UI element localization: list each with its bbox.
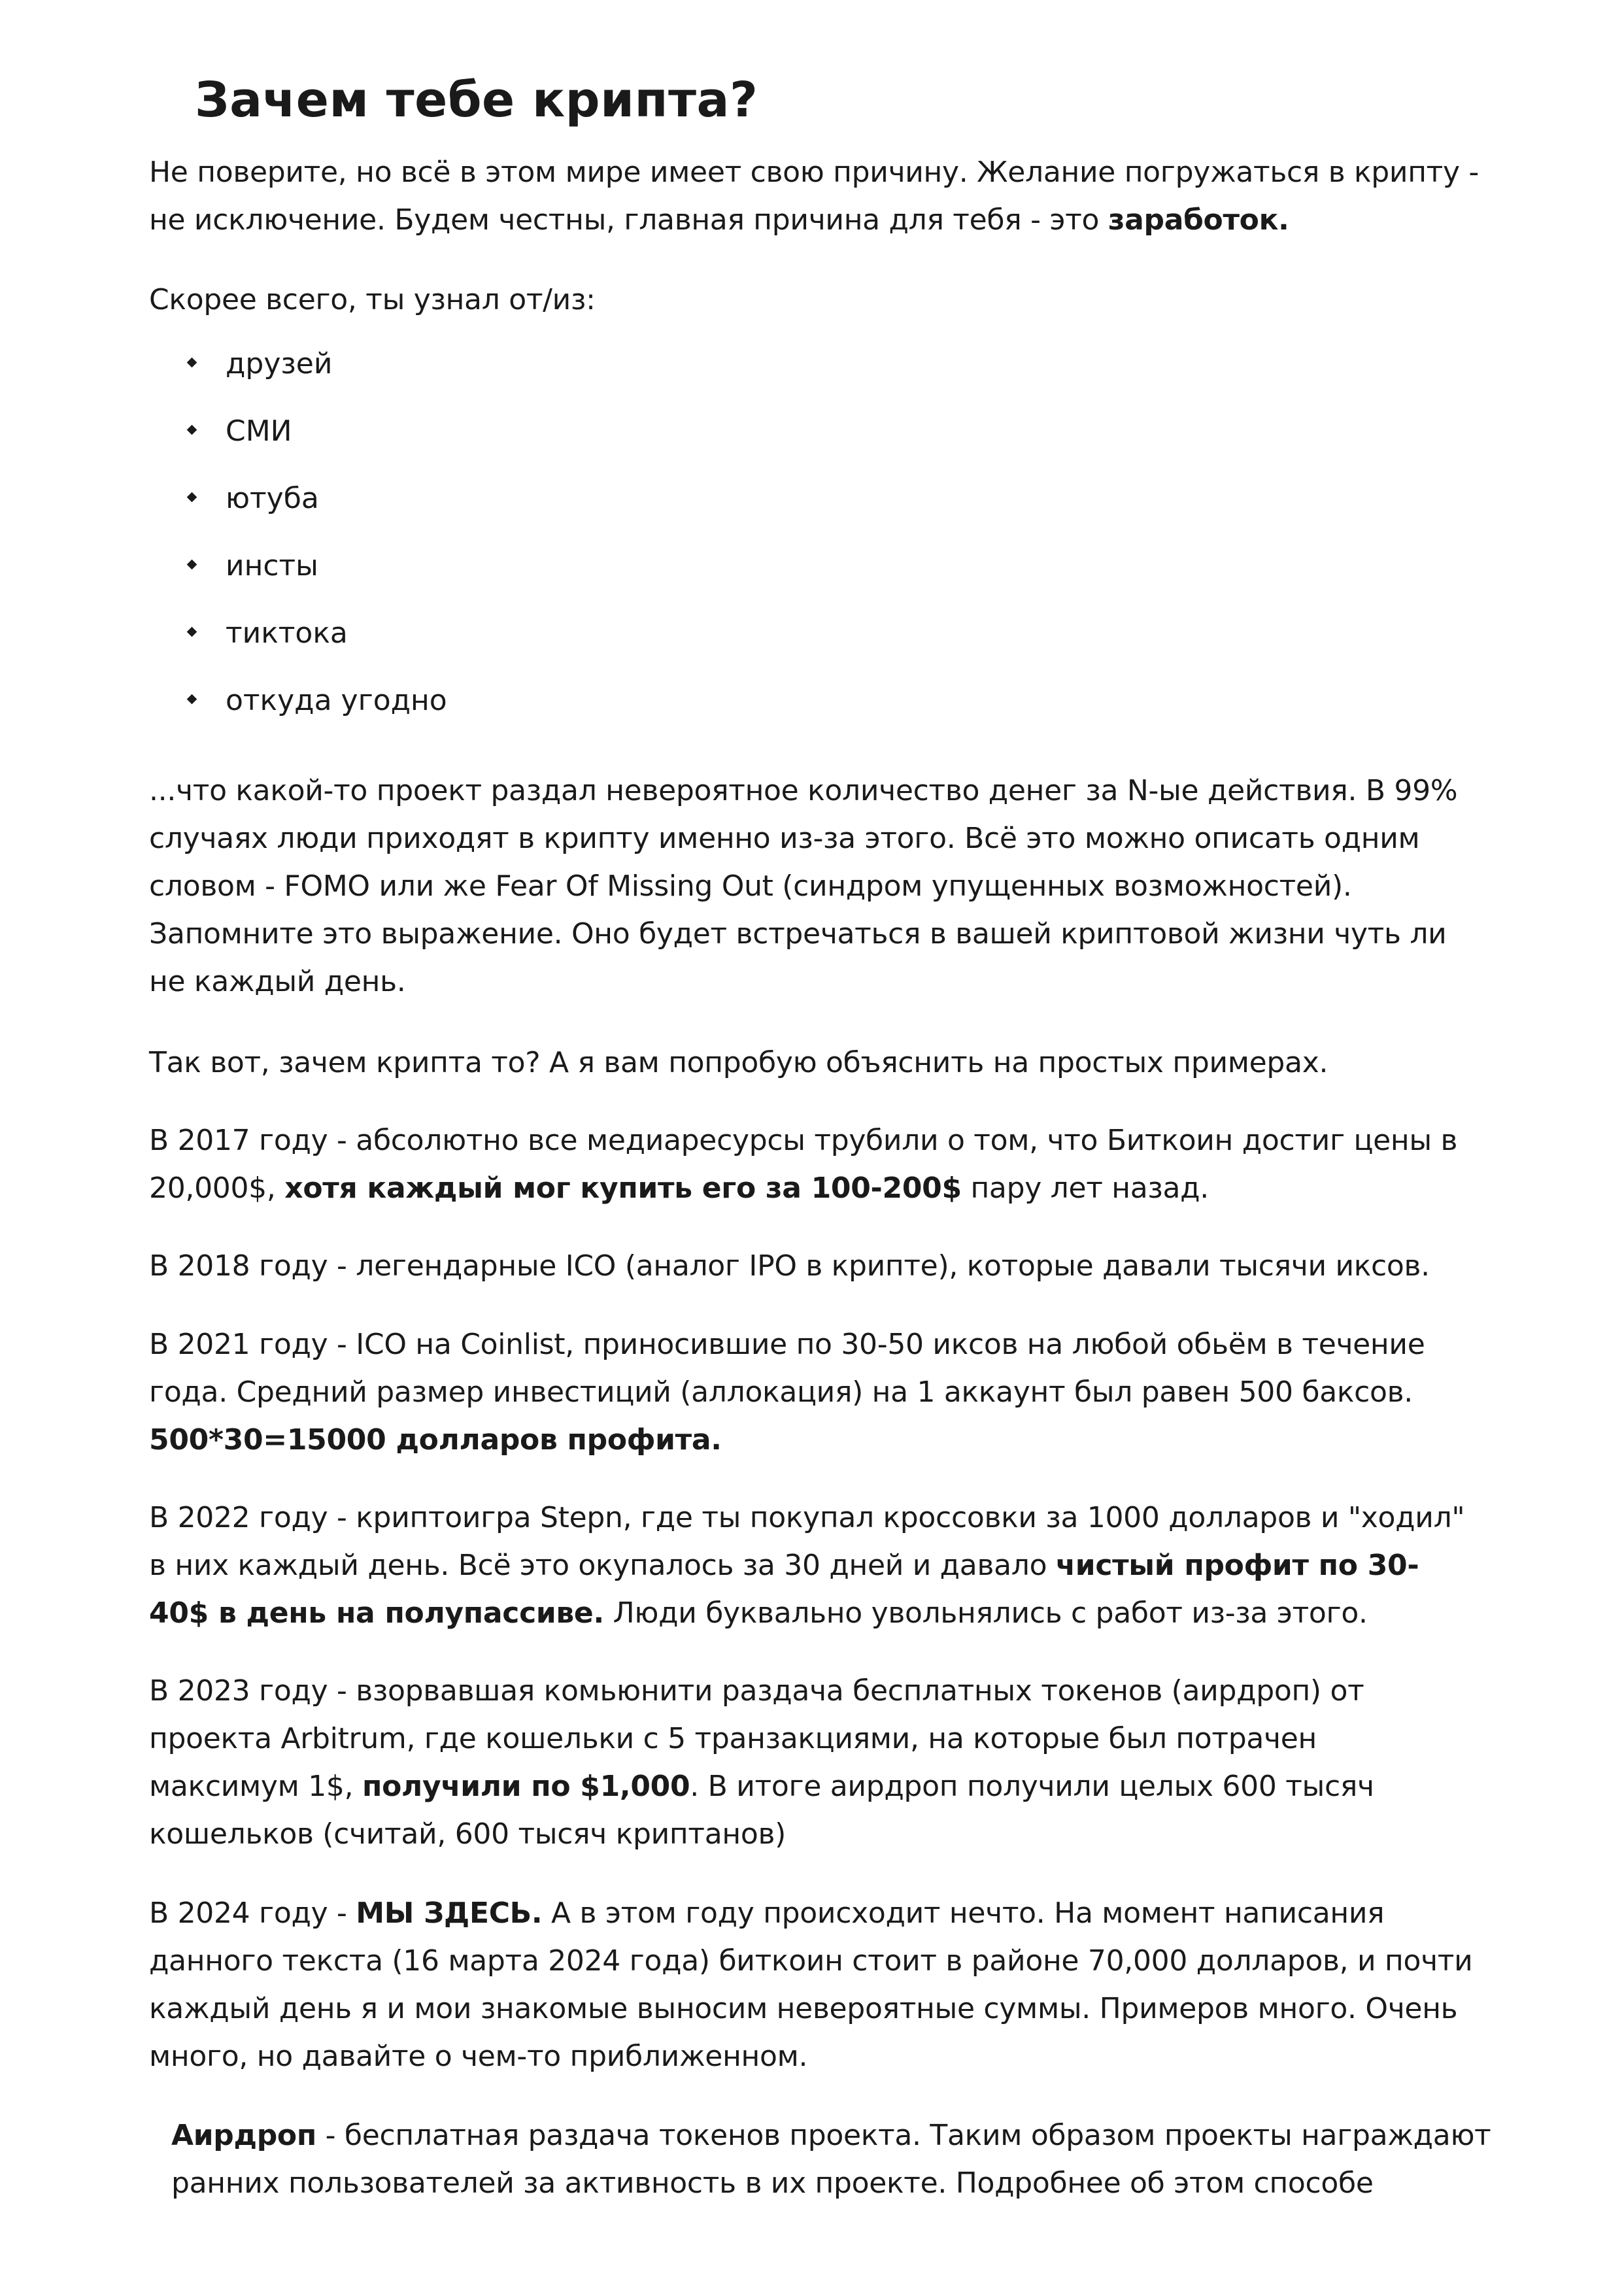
list-item: друзей <box>149 340 447 407</box>
year-2021-paragraph: В 2021 году - ICO на Coinlist, приносившие по 30-50 иксов на любой обьём в течение года. Средний размер инвестиций (аллокация) на 1 аккаунт был равен 500 баксов. 500*30=15000 долларов профита. <box>149 1328 1425 1457</box>
year-2024-bold: МЫ ЗДЕСЬ. <box>356 1897 543 1930</box>
fomo-paragraph: ...что какой-то проект раздал невероятное количество денег за N-ые действия. В 99% случаях люди приходят в крипту именно из-за этого. Всё это можно описать одним словом - FOMO или же Fear Of Missing Out (синдром упущенных возможностей). Запомните это выражение. Оно будет встречаться в вашей криптовой жизни чуть ли не каждый день. <box>149 774 1458 998</box>
year-2023-bold: получили по $1,000 <box>362 1770 690 1803</box>
bullet-icon <box>187 492 197 503</box>
why-paragraph: Так вот, зачем крипта то? А я вам попробую объяснить на простых примерах. <box>149 1046 1328 1079</box>
year-2017-bold: хотя каждый мог купить его за 100-200$ <box>284 1172 962 1205</box>
year-2018-paragraph: В 2018 году - легендарные ICO (аналог IPO в крипте), которые давали тысячи иксов. <box>149 1249 1430 1283</box>
airdrop-term: Аирдроп <box>171 2119 316 2152</box>
airdrop-definition: Аирдроп - бесплатная раздача токенов проекта. Таким образом проекты награждают ранних пользователей за активность в их проекте. Подробнее об этом способе <box>171 2119 1491 2200</box>
bullet-icon <box>187 560 197 570</box>
list-item: ютуба <box>149 475 447 542</box>
intro-bold: заработок. <box>1108 203 1289 237</box>
list-item: откуда угодно <box>149 677 447 744</box>
sources-label: Скорее всего, ты узнал от/из: <box>149 283 596 316</box>
year-2023-paragraph: В 2023 году - взорвавшая комьюнити раздача бесплатных токенов (аирдроп) от проекта Arbitrum, где кошельки с 5 транзакциями, на которые был потрачен максимум 1$, получили по $1,000. В итоге аирдроп получили целых 600 тысяч кошельков (считай, 600 тысяч криптанов) <box>149 1674 1374 1851</box>
bullet-icon <box>187 627 197 637</box>
bullet-icon <box>187 358 197 368</box>
bullet-icon <box>187 694 197 705</box>
intro-text: Не поверите, но всё в этом мире имеет свою причину. Желание погружаться в крипту - не исключение. Будем честны, главная причина для тебя - это <box>149 156 1480 237</box>
bullet-icon <box>187 425 197 435</box>
year-2022-paragraph: В 2022 году - криптоигра Stepn, где ты покупал кроссовки за 1000 долларов и "ходил" в них каждый день. Всё это окупалось за 30 дней и давало чистый профит по 30-40$ в день на полупассиве. Люди буквально увольнялись с работ из-за этого. <box>149 1501 1465 1630</box>
year-2022-bold: чистый профит по 30-40$ в день на полупассиве. <box>149 1549 1419 1630</box>
year-2024-paragraph: В 2024 году - МЫ ЗДЕСЬ. А в этом году происходит нечто. На момент написания данного текста (16 марта 2024 года) биткоин стоит в районе 70,000 долларов, и почти каждый день я и мои знакомые выносим невероятные суммы. Примеров много. Очень много, но давайте о чем-то приближенном. <box>149 1897 1473 2073</box>
list-item: СМИ <box>149 407 447 475</box>
year-2017-paragraph: В 2017 году - абсолютно все медиаресурсы трубили о том, что Биткоин достиг цены в 20,000$, хотя каждый мог купить его за 100-200$ пару лет назад. <box>149 1124 1458 1205</box>
intro-paragraph <box>149 148 1509 244</box>
sources-list <box>149 340 447 744</box>
page-title: Зачем тебе крипта? <box>195 72 758 128</box>
year-2021-bold: 500*30=15000 долларов профита. <box>149 1423 722 1457</box>
list-item: инсты <box>149 542 447 609</box>
list-item: тиктока <box>149 609 447 677</box>
